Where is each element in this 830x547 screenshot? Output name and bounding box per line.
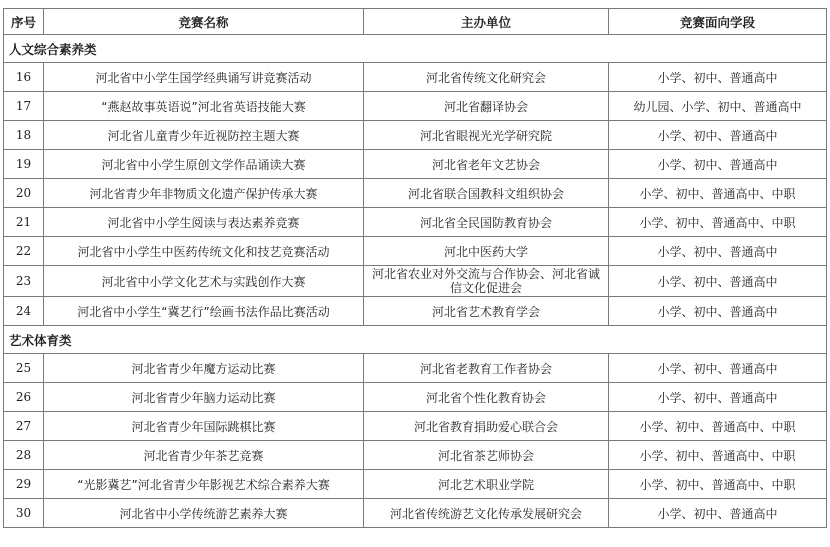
school-stage: 小学、初中、普通高中、中职 bbox=[609, 441, 827, 470]
school-stage: 小学、初中、普通高中 bbox=[609, 63, 827, 92]
competition-name: 河北省中小学传统游艺素养大赛 bbox=[44, 499, 364, 528]
school-stage: 小学、初中、普通高中、中职 bbox=[609, 208, 827, 237]
competition-name: 河北省中小学生“冀艺行”绘画书法作品比赛活动 bbox=[44, 297, 364, 326]
section-row bbox=[4, 35, 827, 63]
table-row bbox=[4, 297, 827, 326]
competition-name: 河北省中小学生原创文学作品诵读大赛 bbox=[44, 150, 364, 179]
organizer: 河北省传统游艺文化传承发展研究会 bbox=[364, 499, 609, 528]
row-number: 27 bbox=[4, 412, 44, 441]
organizer: 河北省翻译协会 bbox=[364, 92, 609, 121]
competition-name: “燕赵故事英语说”河北省英语技能大赛 bbox=[44, 92, 364, 121]
competition-name: “光影冀艺”河北省青少年影视艺术综合素养大赛 bbox=[44, 470, 364, 499]
organizer: 河北省传统文化研究会 bbox=[364, 63, 609, 92]
table-row bbox=[4, 441, 827, 470]
header-school-stage: 竞赛面向学段 bbox=[609, 9, 827, 35]
competition-name: 河北省青少年非物质文化遗产保护传承大赛 bbox=[44, 179, 364, 208]
table-row bbox=[4, 150, 827, 179]
school-stage: 小学、初中、普通高中 bbox=[609, 383, 827, 412]
table-header-row bbox=[4, 9, 827, 35]
school-stage: 幼儿园、小学、初中、普通高中 bbox=[609, 92, 827, 121]
competition-name: 河北省儿童青少年近视防控主题大赛 bbox=[44, 121, 364, 150]
competition-name: 河北省青少年国际跳棋比赛 bbox=[44, 412, 364, 441]
competition-name: 河北省青少年脑力运动比赛 bbox=[44, 383, 364, 412]
row-number: 19 bbox=[4, 150, 44, 179]
row-number: 26 bbox=[4, 383, 44, 412]
table-body bbox=[4, 35, 827, 528]
school-stage: 小学、初中、普通高中 bbox=[609, 499, 827, 528]
organizer: 河北省农业对外交流与合作协会、河北省诚信文化促进会 bbox=[364, 266, 609, 297]
row-number: 22 bbox=[4, 237, 44, 266]
row-number: 20 bbox=[4, 179, 44, 208]
header-number: 序号 bbox=[4, 9, 44, 35]
table-row bbox=[4, 383, 827, 412]
row-number: 21 bbox=[4, 208, 44, 237]
row-number: 28 bbox=[4, 441, 44, 470]
row-number: 24 bbox=[4, 297, 44, 326]
organizer: 河北省联合国教科文组织协会 bbox=[364, 179, 609, 208]
competition-name: 河北省中小学生国学经典诵写讲竞赛活动 bbox=[44, 63, 364, 92]
row-number: 29 bbox=[4, 470, 44, 499]
competition-name: 河北省青少年茶艺竞赛 bbox=[44, 441, 364, 470]
organizer: 河北省茶艺师协会 bbox=[364, 441, 609, 470]
table-row bbox=[4, 412, 827, 441]
section-title: 艺术体育类 bbox=[4, 326, 827, 354]
table-row bbox=[4, 92, 827, 121]
competition-table bbox=[3, 8, 827, 528]
table-row bbox=[4, 63, 827, 92]
organizer: 河北省老年文艺协会 bbox=[364, 150, 609, 179]
table-row bbox=[4, 499, 827, 528]
table-row bbox=[4, 266, 827, 297]
competition-name: 河北省中小学生阅读与表达素养竞赛 bbox=[44, 208, 364, 237]
school-stage: 小学、初中、普通高中 bbox=[609, 354, 827, 383]
organizer: 河北省艺术教育学会 bbox=[364, 297, 609, 326]
school-stage: 小学、初中、普通高中 bbox=[609, 266, 827, 297]
row-number: 18 bbox=[4, 121, 44, 150]
table-row bbox=[4, 237, 827, 266]
school-stage: 小学、初中、普通高中 bbox=[609, 297, 827, 326]
competition-name: 河北省中小学文化艺术与实践创作大赛 bbox=[44, 266, 364, 297]
row-number: 16 bbox=[4, 63, 44, 92]
section-row bbox=[4, 326, 827, 354]
organizer: 河北艺术职业学院 bbox=[364, 470, 609, 499]
organizer: 河北省教育捐助爱心联合会 bbox=[364, 412, 609, 441]
school-stage: 小学、初中、普通高中、中职 bbox=[609, 179, 827, 208]
competition-name: 河北省青少年魔方运动比赛 bbox=[44, 354, 364, 383]
school-stage: 小学、初中、普通高中、中职 bbox=[609, 412, 827, 441]
school-stage: 小学、初中、普通高中、中职 bbox=[609, 470, 827, 499]
table-row bbox=[4, 121, 827, 150]
section-title: 人文综合素养类 bbox=[4, 35, 827, 63]
row-number: 17 bbox=[4, 92, 44, 121]
table-row bbox=[4, 179, 827, 208]
organizer: 河北省老教育工作者协会 bbox=[364, 354, 609, 383]
organizer: 河北省全民国防教育协会 bbox=[364, 208, 609, 237]
organizer: 河北中医药大学 bbox=[364, 237, 609, 266]
school-stage: 小学、初中、普通高中 bbox=[609, 121, 827, 150]
header-competition-name: 竞赛名称 bbox=[44, 9, 364, 35]
organizer: 河北省个性化教育协会 bbox=[364, 383, 609, 412]
row-number: 30 bbox=[4, 499, 44, 528]
row-number: 23 bbox=[4, 266, 44, 297]
table-row bbox=[4, 470, 827, 499]
row-number: 25 bbox=[4, 354, 44, 383]
header-organizer: 主办单位 bbox=[364, 9, 609, 35]
school-stage: 小学、初中、普通高中 bbox=[609, 150, 827, 179]
table-row bbox=[4, 208, 827, 237]
organizer: 河北省眼视光光学研究院 bbox=[364, 121, 609, 150]
competition-name: 河北省中小学生中医药传统文化和技艺竞赛活动 bbox=[44, 237, 364, 266]
table-row bbox=[4, 354, 827, 383]
school-stage: 小学、初中、普通高中 bbox=[609, 237, 827, 266]
